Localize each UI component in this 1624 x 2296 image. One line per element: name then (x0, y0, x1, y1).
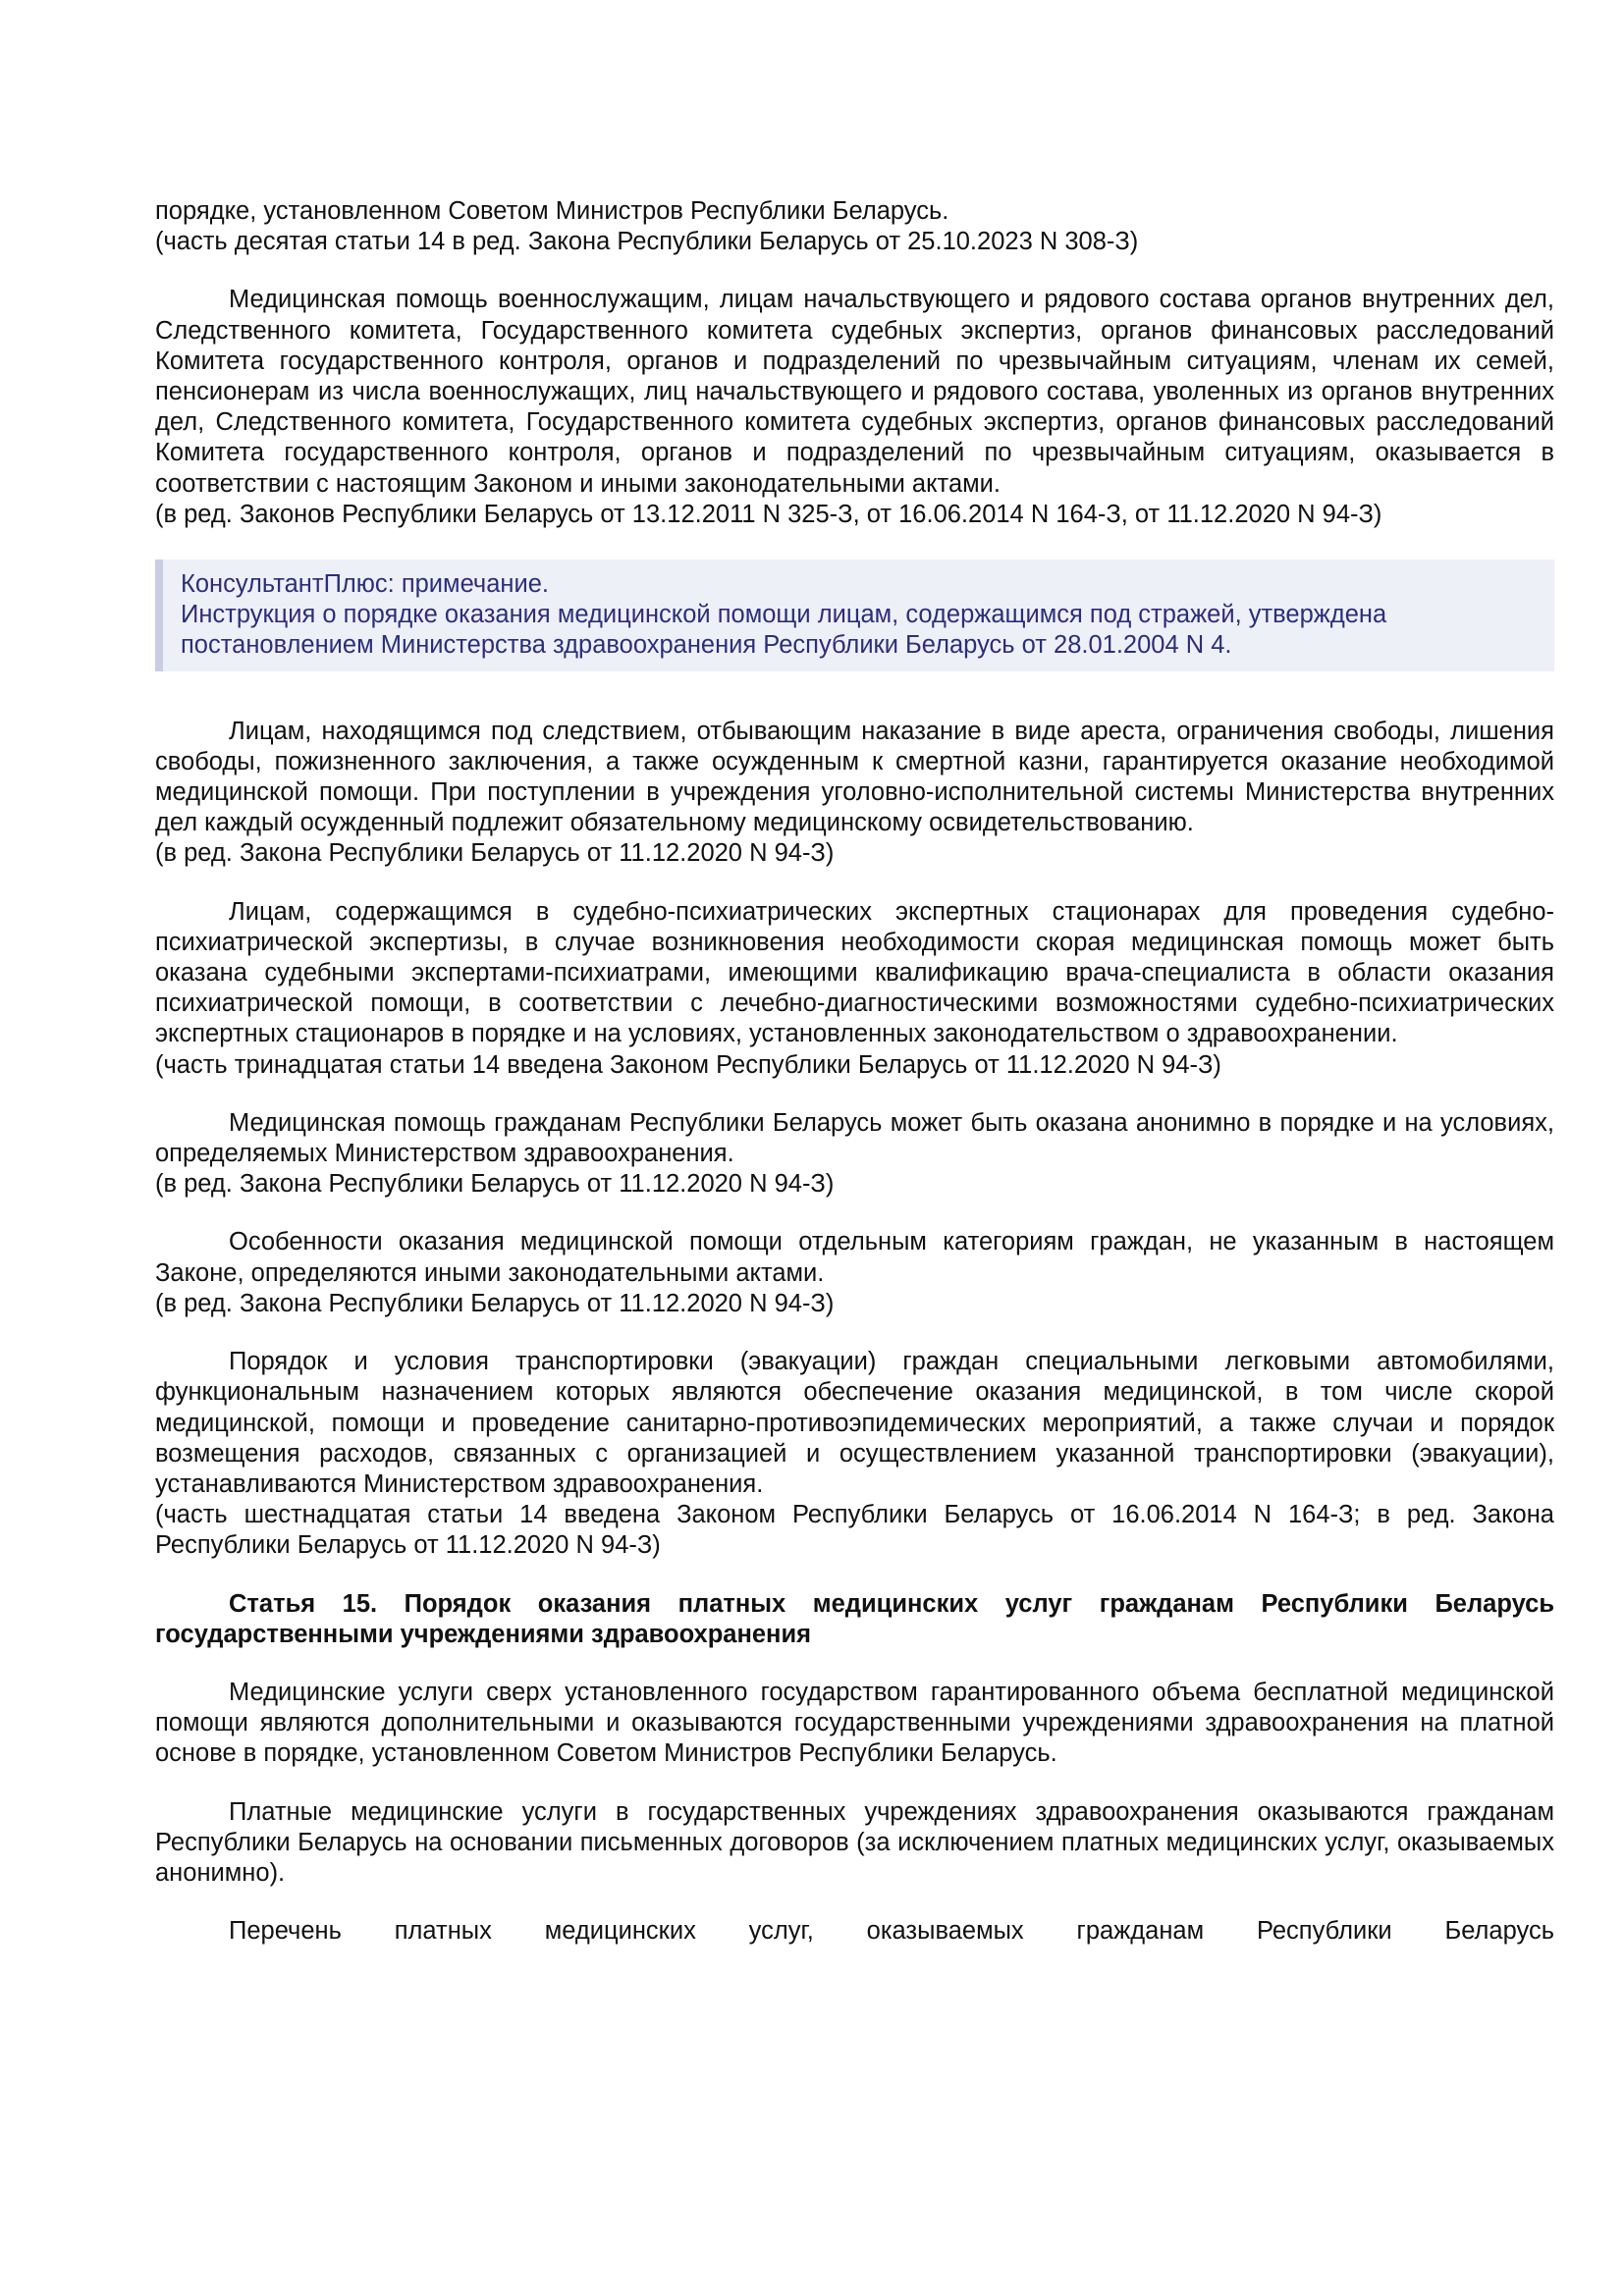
spacer (155, 1200, 1554, 1227)
spacer (155, 870, 1554, 897)
spacer (155, 1562, 1554, 1589)
document-page (155, 196, 1554, 1947)
paragraph-transportation: Порядок и условия транспортировки (эвакуации) граждан специальными легковыми автомобилями, функциональным назначением которых являются обеспечение оказания медицинской, в том числе скорой медицинской, помощи и проведение санитарно-противоэпидемических мероприятий, а также случаи и порядок возмещения расходов, связанных с организацией и осуществлением указанной транспортировки (эвакуации), устанавливаются Министерством здравоохранения. (155, 1348, 1554, 1498)
paragraph-services-list: Перечень платных медицинских услуг, оказываемых гражданам Республики Беларусь (229, 1917, 1554, 1946)
amendment-note: (часть десятая статьи 14 в ред. Закона Республики Беларусь от 25.10.2023 N 308-З) (155, 228, 1139, 256)
amendment-note: (в ред. Закона Республики Беларусь от 11.12.2020 N 94-З) (155, 839, 835, 868)
paragraph-special-categories: Особенности оказания медицинской помощи отдельным категориям граждан, не указанным в настоящем Законе, определяются иными законодательными актами. (155, 1228, 1554, 1287)
amendment-note: (в ред. Закона Республики Беларусь от 11.12.2020 N 94-З) (155, 1289, 835, 1317)
spacer (155, 1889, 1554, 1916)
consultant-note-title: КонсультантПлюс: примечание. (181, 570, 549, 599)
spacer (155, 1081, 1554, 1108)
spacer (155, 1770, 1554, 1797)
consultant-plus-note (155, 560, 1554, 671)
paragraph-military-medical-care: Медицинская помощь военнослужащим, лицам начальствующего и рядового состава органов внутренних дел, Следственного комитета, Государственного комитета судебных экспертиз, органов финансовых расследований Комитета государственного контроля, органов и подразделений по чрезвычайным ситуациям, членам их семей, пенсионерам из числа военнослужащих, лиц начальствующего и рядового состава, уволенных из органов внутренних дел, Следственного комитета, Государственного комитета судебных экспертиз, органов финансовых расследований Комитета государственного контроля, органов и подразделений по чрезвычайным ситуациям, оказывается в соответствии с настоящим Законом и иными законодательными актами. (155, 286, 1554, 498)
article-heading: Статья 15. Порядок оказания платных медицинских услуг гражданам Республики Беларусь государственными учреждениями здравоохранения (155, 1589, 1554, 1648)
paragraph-continuation: порядке, установленном Советом Министров Республики Беларусь. (155, 197, 949, 225)
paragraph-paid-contracts: Платные медицинские услуги в государственных учреждениях здравоохранения оказываются гражданам Республики Беларусь на основании письменных договоров (за исключением платных медицинских услуг, оказываемых анонимно). (155, 1797, 1554, 1887)
paragraph-anonymous-care: Медицинская помощь гражданам Республики Беларусь может быть оказана анонимно в порядке и на условиях, определяемых Министерством здравоохранения. (155, 1108, 1554, 1168)
spacer (155, 257, 1554, 285)
spacer (155, 1319, 1554, 1347)
paragraph-forensic-psychiatric: Лицам, содержащимся в судебно-психиатрических экспертных стационарах для проведения судебно-психиатрической экспертизы, в случае возникновения необходимости скорая медицинская помощь может быть оказана судебными экспертами-психиатрами, имеющими квалификацию врача-специалиста в области оказания психиатрической помощи, в соответствии с лечебно-диагностическими возможностями судебно-психиатрических экспертных стационаров в порядке и на условиях, установленных законодательством о здравоохранении. (155, 897, 1554, 1048)
consultant-note-text: Инструкция о порядке оказания медицинской помощи лицам, содержащимся под стражей, утверждена постановлением Министерства здравоохранения Республики Беларусь от 28.01.2004 N 4. (181, 601, 1387, 660)
paragraph-paid-services: Медицинские услуги сверх установленного государством гарантированного объема бесплатной медицинской помощи являются дополнительными и оказываются государственными учреждениями здравоохранения на платной основе в порядке, установленном Советом Министров Республики Беларусь. (155, 1678, 1554, 1768)
amendment-note: (часть шестнадцатая статьи 14 введена Законом Республики Беларусь от 16.06.2014 N 164-З; в ред. Закона Республики Беларусь от 11.12.2020 N 94-З) (155, 1501, 1554, 1560)
amendment-note: (часть тринадцатая статьи 14 введена Законом Республики Беларусь от 11.12.2020 N 94-З) (155, 1050, 1221, 1079)
paragraph-detainees-medical-care: Лицам, находящимся под следствием, отбывающим наказание в виде ареста, ограничения свободы, лишения свободы, пожизненного заключения, а также осужденным к смертной казни, гарантируется оказание необходимой медицинской помощи. При поступлении в учреждения уголовно-исполнительной системы Министерства внутренних дел каждый осужденный подлежит обязательному медицинскому освидетельствованию. (155, 717, 1554, 837)
spacer (155, 1650, 1554, 1678)
amendment-note: (в ред. Закона Республики Беларусь от 11.12.2020 N 94-З) (155, 1170, 835, 1199)
amendment-note: (в ред. Законов Республики Беларусь от 13.12.2011 N 325-З, от 16.06.2014 N 164-З, от 11.12.2020 N 94-З) (155, 500, 1382, 528)
